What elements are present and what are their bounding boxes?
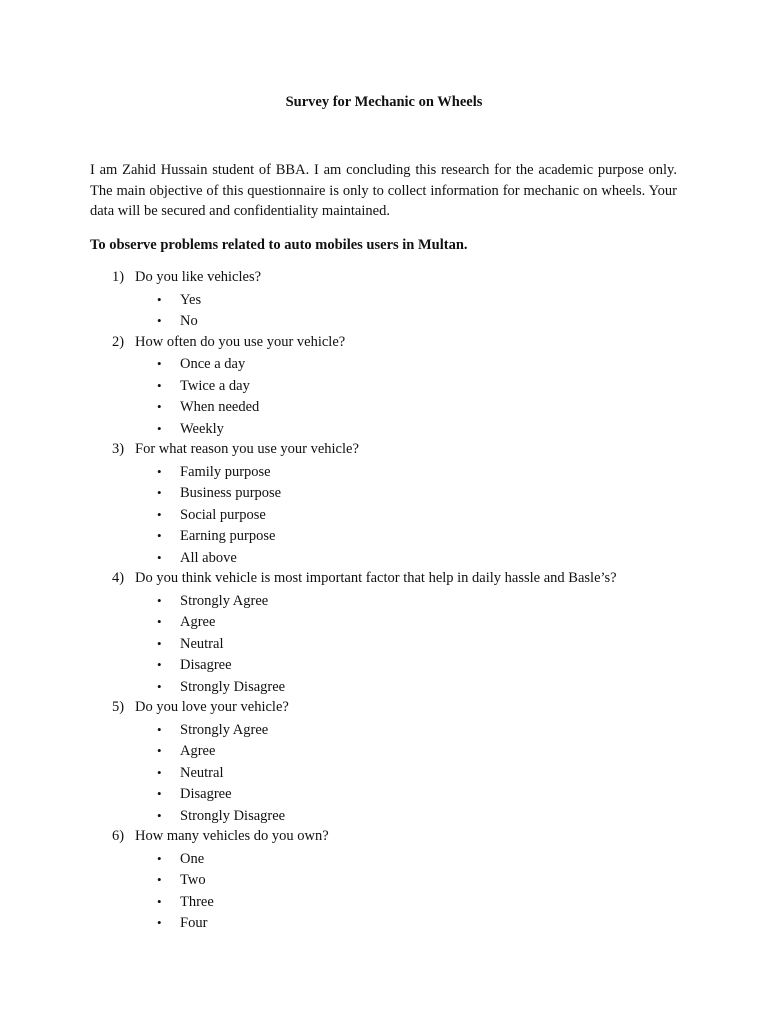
question-number: 6) bbox=[112, 828, 125, 844]
answer-option bbox=[112, 869, 712, 891]
bullet-icon: • bbox=[157, 506, 162, 522]
answer-option-label: Agree bbox=[180, 614, 216, 630]
answer-option-label: Business purpose bbox=[180, 485, 282, 501]
bullet-icon: • bbox=[157, 420, 162, 436]
answer-option bbox=[112, 762, 712, 784]
question-number: 1) bbox=[112, 269, 125, 285]
answer-option bbox=[112, 848, 712, 870]
answer-option bbox=[112, 740, 712, 762]
bullet-icon: • bbox=[157, 893, 162, 909]
bullet-icon: • bbox=[157, 485, 162, 500]
bullet-icon: • bbox=[157, 764, 162, 780]
bullet-icon: • bbox=[157, 721, 162, 737]
question-text: How often do you use your vehicle? bbox=[135, 333, 346, 350]
question-number: 2) bbox=[112, 333, 125, 350]
answer-option bbox=[112, 654, 712, 676]
answer-option bbox=[112, 783, 712, 805]
intro-paragraph: I am Zahid Hussain student of BBA. I am concluding this research for the academic purpose only. The main objective of this questionnaire is only to collect information for mechanic on wheels. Your data will be secured and confidentiality maintained. bbox=[90, 162, 677, 220]
question-text: Do you love your vehicle? bbox=[135, 699, 289, 715]
answer-option-label: Three bbox=[180, 893, 214, 910]
answer-option-label: Family purpose bbox=[180, 463, 271, 480]
answer-option bbox=[112, 719, 712, 741]
answer-option bbox=[112, 590, 712, 612]
answer-option bbox=[112, 461, 712, 483]
question-text: Do you think vehicle is most important factor that help in daily hassle and Basle’s? bbox=[135, 570, 617, 586]
answer-option bbox=[112, 353, 712, 375]
objective-heading: To observe problems related to auto mobiles users in Multan. bbox=[90, 237, 468, 253]
answer-option-label: Strongly Agree bbox=[180, 592, 269, 609]
question-item bbox=[112, 697, 712, 719]
answer-option bbox=[112, 912, 712, 934]
bullet-icon: • bbox=[157, 399, 162, 414]
answer-option bbox=[112, 289, 712, 311]
answer-option bbox=[112, 547, 712, 569]
bullet-icon: • bbox=[157, 463, 162, 479]
question-item bbox=[112, 267, 712, 289]
bullet-icon: • bbox=[157, 313, 162, 328]
bullet-icon: • bbox=[157, 678, 162, 694]
answer-option bbox=[112, 375, 712, 397]
bullet-icon: • bbox=[157, 592, 162, 608]
answer-option-label: One bbox=[180, 850, 205, 867]
answer-option bbox=[112, 310, 712, 332]
answer-option-label: When needed bbox=[180, 399, 260, 415]
answer-option-label: No bbox=[180, 313, 198, 329]
answer-option-label: Strongly Agree bbox=[180, 721, 269, 738]
answer-option-label: Yes bbox=[180, 291, 202, 308]
answer-option-label: Four bbox=[180, 915, 208, 931]
bullet-icon: • bbox=[157, 915, 162, 930]
questions-list bbox=[112, 267, 712, 934]
bullet-icon: • bbox=[157, 635, 162, 651]
answer-option bbox=[112, 418, 712, 440]
page-title: Survey for Mechanic on Wheels bbox=[285, 94, 483, 110]
question-number: 4) bbox=[112, 570, 125, 586]
bullet-icon: • bbox=[157, 743, 162, 758]
answer-option bbox=[112, 611, 712, 633]
answer-option-label: Strongly Disagree bbox=[180, 807, 286, 824]
answer-option-label: All above bbox=[180, 549, 237, 566]
bullet-icon: • bbox=[157, 657, 162, 672]
answer-option-label: Social purpose bbox=[180, 506, 266, 523]
answer-option-label: Twice a day bbox=[180, 377, 250, 394]
answer-option-label: Disagree bbox=[180, 786, 232, 802]
question-number: 5) bbox=[112, 699, 125, 715]
bullet-icon: • bbox=[157, 786, 162, 801]
question-text: For what reason you use your vehicle? bbox=[135, 441, 359, 457]
answer-option bbox=[112, 676, 712, 698]
answer-option bbox=[112, 805, 712, 827]
question-text: How many vehicles do you own? bbox=[135, 828, 329, 844]
question-number: 3) bbox=[112, 441, 125, 457]
bullet-icon: • bbox=[157, 528, 162, 543]
answer-option-label: Agree bbox=[180, 743, 216, 759]
answer-option-label: Once a day bbox=[180, 356, 246, 372]
bullet-icon: • bbox=[157, 614, 162, 629]
question-item bbox=[112, 332, 712, 354]
answer-option-label: Disagree bbox=[180, 657, 232, 673]
answer-option-label: Strongly Disagree bbox=[180, 678, 286, 695]
question-item bbox=[112, 826, 712, 848]
bullet-icon: • bbox=[157, 356, 162, 371]
bullet-icon: • bbox=[157, 377, 162, 393]
answer-option-label: Weekly bbox=[180, 420, 224, 437]
answer-option bbox=[112, 396, 712, 418]
answer-option bbox=[112, 504, 712, 526]
question-item bbox=[112, 568, 712, 590]
bullet-icon: • bbox=[157, 807, 162, 823]
answer-option bbox=[112, 525, 712, 547]
answer-option-label: Neutral bbox=[180, 635, 224, 652]
bullet-icon: • bbox=[157, 872, 162, 887]
answer-option bbox=[112, 891, 712, 913]
question-text: Do you like vehicles? bbox=[135, 269, 262, 285]
bullet-icon: • bbox=[157, 291, 162, 307]
answer-option bbox=[112, 482, 712, 504]
bullet-icon: • bbox=[157, 850, 162, 866]
answer-option bbox=[112, 633, 712, 655]
bullet-icon: • bbox=[157, 549, 162, 565]
answer-option-label: Earning purpose bbox=[180, 528, 276, 544]
answer-option-label: Two bbox=[180, 872, 206, 888]
answer-option-label: Neutral bbox=[180, 764, 224, 781]
question-item bbox=[112, 439, 712, 461]
